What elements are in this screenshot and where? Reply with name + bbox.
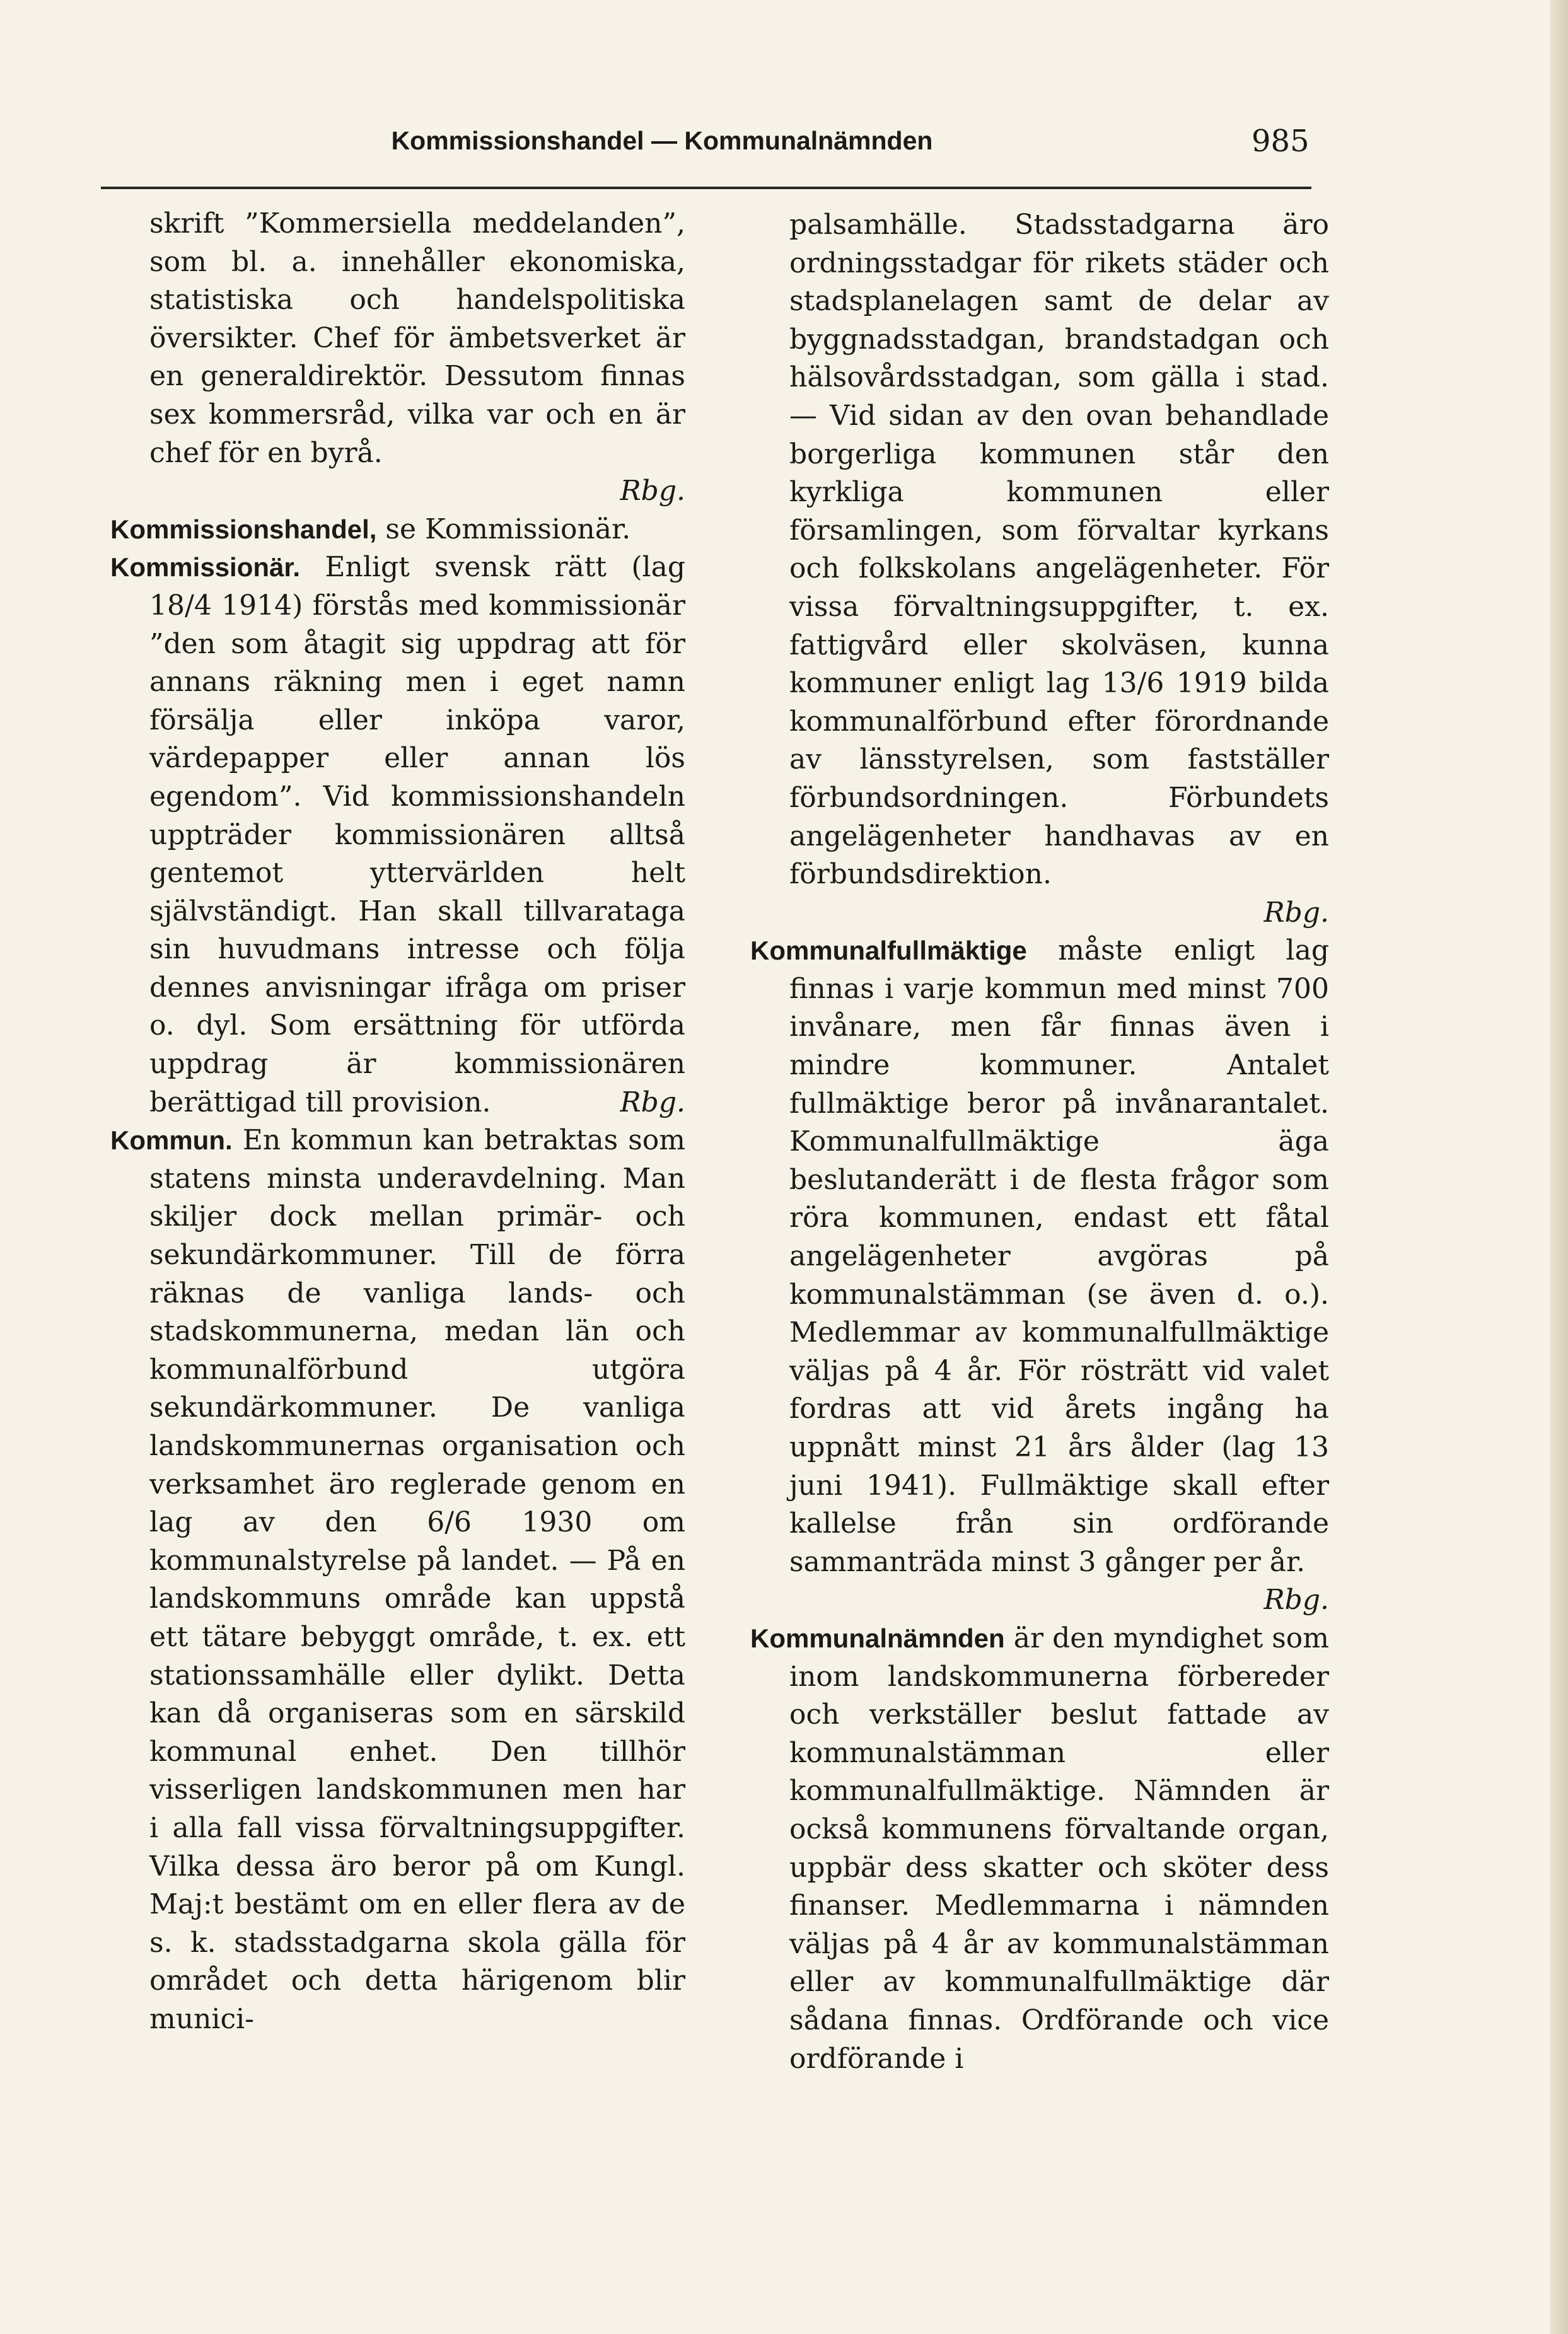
page-edge	[1550, 0, 1568, 2334]
headword: Kommunalnämnden	[750, 1623, 1005, 1653]
headword: Kommissionär.	[110, 552, 301, 583]
headword: Kommissionshandel,	[110, 514, 377, 544]
entry-text: palsamhälle. Stadsstadgarna äro ordningsstadgar för rikets städer och stadsplanelagen samt de delar av byggnadsstadgan, brandstadgan och hälsovårdsstadgan, som gälla i stad. — Vid sidan av den ovan behandlade borgerliga kommunen står den kyrkliga kommunen eller församlingen, som förvaltar kyrkans och folkskolans angelägenheter. För vissa förvaltningsuppgifter, t. ex. fattigvård eller skolväsen, kunna kommuner enligt lag 13/6 1919 bilda kommunalförbund efter förordnande av länsstyrelsen, som fastställer förbundsordningen. Förbundets angelägenheter handhavas av en förbundsdirektion.	[789, 209, 1329, 891]
entry-kommunalnamnden	[750, 1620, 1329, 2078]
entry-kommun	[110, 1122, 685, 2038]
left-column	[110, 205, 685, 2039]
entry-kommissionar	[110, 549, 685, 1122]
running-head: Kommissionshandel — Kommunalnämnden	[391, 126, 933, 155]
entry-text: se Kommissionär.	[376, 513, 631, 545]
headword: Kommun.	[110, 1125, 233, 1156]
headword: Kommunalfullmäktige	[750, 936, 1027, 966]
entry-text: är den myndighet som inom landskommunerna förbereder och verkställer beslut fattade av kommunalstämman eller kommunalfullmäktige. Nämnden är också kommunens förvaltande organ, uppbär dess skatter och sköter dess finanser. Medlemmarna i nämnden väljas på 4 år av kommunalstämman eller av kommunalfullmäktige där sådana finnas. Ordförande och vice ordförande i	[789, 1622, 1329, 2075]
entry-text: skrift ”Kommersiella meddelanden”, som bl. a. innehåller ekonomiska, statistiska och handelspolitiska översikter. Chef för ämbetsverket är en generaldirektör. Dessutom finnas sex kommersråd, vilka var och en är chef för en byrå.	[149, 207, 685, 469]
entry-text: Enligt svensk rätt (lag 18/4 1914) förstås med kommissionär ”den som åtagit sig uppdrag att för annans räkning men i eget namn försälja eller inköpa varor, värdepapper eller annan lös egendom”. Vid kommissionshandeln uppträder kommissionären alltså gentemot yttervärlden helt självständigt. Han skall tillvarataga sin huvudmans intresse och följa dennes anvisningar ifråga om priser o. dyl. Som ersättning för utförda uppdrag är kommissionären berättigad till provision.	[149, 551, 685, 1118]
author-signature: Rbg.	[1263, 1584, 1329, 1617]
entry-continuation	[110, 205, 685, 511]
author-signature: Rbg.	[620, 475, 685, 508]
author-signature: Rbg.	[1263, 896, 1329, 929]
entry-text: måste enligt lag finnas i varje kommun med minst 700 invånare, men får finnas även i mindre kommuner. Antalet fullmäktige beror på invånarantalet. Kommunalfullmäktige äga beslutanderätt i de flesta frågor som röra kommunen, endast ett fåtal angelägenheter avgöras på kommunalstämman (se även d. o.). Medlemmar av kommunalfullmäktige väljas på 4 år. För rösträtt vid valet fordras att vid årets ingång ha uppnått minst 21 års ålder (lag 13 juni 1941). Fullmäktige skall efter kallelse från sin ordförande sammanträda minst 3 gånger per år.	[789, 934, 1329, 1578]
header-rule	[101, 187, 1311, 189]
right-column	[750, 206, 1329, 2078]
page-number: 985	[1251, 124, 1310, 159]
entry-kommunalfullmaktige	[750, 932, 1329, 1620]
entry-kommissionshandel	[110, 511, 685, 549]
author-signature: Rbg.	[620, 1086, 685, 1118]
entry-continuation	[750, 206, 1329, 932]
entry-text: En kommun kan betraktas som statens minsta underavdelning. Man skiljer dock mellan primär- och sekundärkommuner. Till de förra räknas de vanliga lands- och stadskommunerna, medan län och kommunalförbund utgöra sekundärkommuner. De vanliga landskommunernas organisation och verksamhet äro reglerade genom en lag av den 6/6 1930 om kommunalstyrelse på landet. — På en landskommuns område kan uppstå ett tätare bebyggt område, t. ex. ett stationssamhälle eller dylikt. Detta kan då organiseras som en särskild kommunal enhet. Den tillhör visserligen landskommunen men har i alla fall vissa förvaltningsuppgifter. Vilka dessa äro beror på om Kungl. Maj:t bestämt om en eller flera av de s. k. stadsstadgarna skola gälla för området och detta härigenom blir munici-	[149, 1124, 685, 2035]
